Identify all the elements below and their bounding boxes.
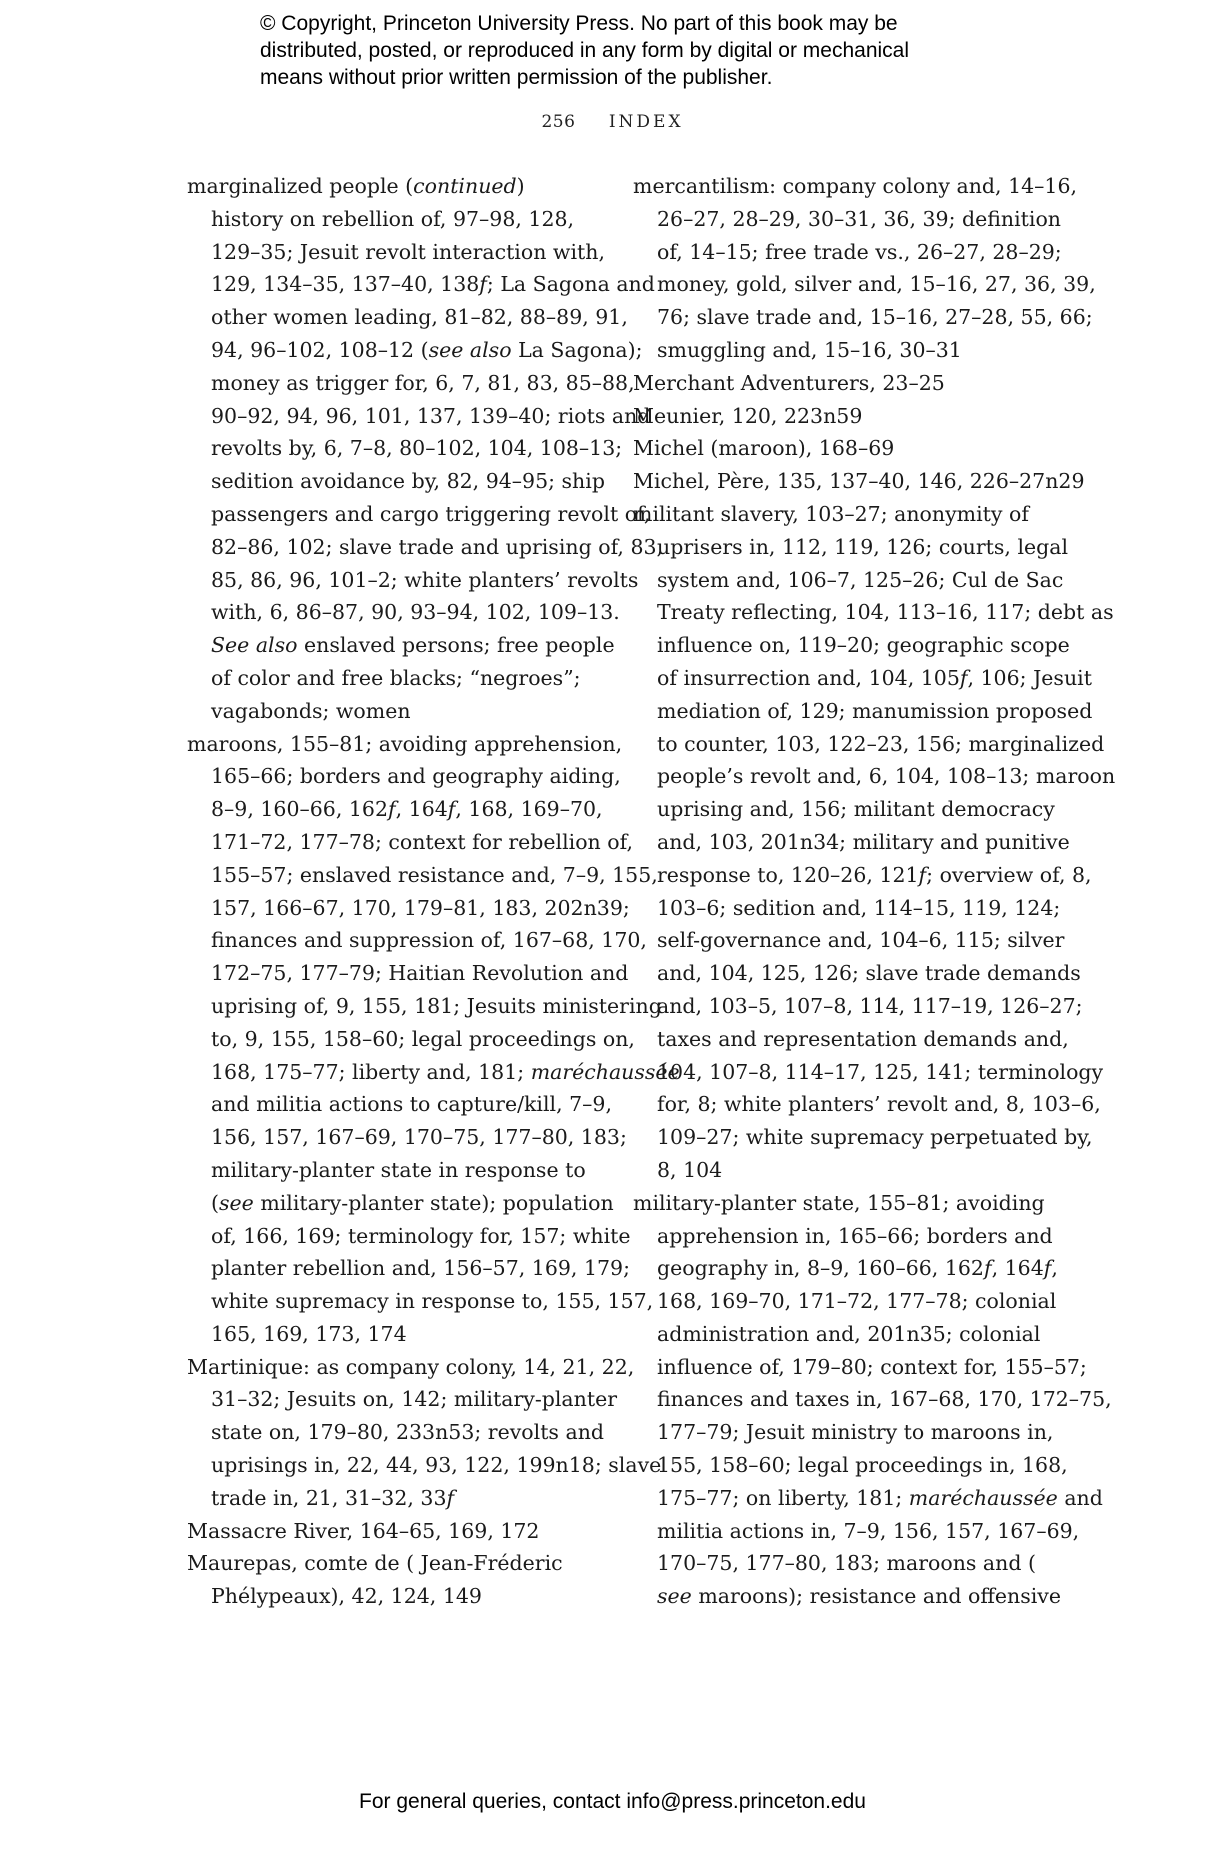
index-entry-line: self-governance and, 104–6, 115; silver	[657, 928, 1065, 953]
index-entry	[187, 1515, 607, 1548]
index-entry-line: 104, 107–8, 114–17, 125, 141; terminology	[657, 1059, 1104, 1084]
index-entry-line: of color and free blacks; “negroes”;	[211, 665, 581, 690]
section-title: INDEX	[608, 112, 684, 132]
index-entry-line: 155–57; enslaved resistance and, 7–9, 155,	[211, 862, 658, 887]
index-entry-line: passengers and cargo triggering revolt of,	[211, 501, 651, 526]
index-entry-line: see maroons); resistance and offensive	[657, 1584, 1062, 1609]
index-entry-line: for, 8; white planters’ revolt and, 8, 103–6,	[657, 1092, 1101, 1117]
index-entry-line: response to, 120–26, 121f; overview of, 8,	[657, 862, 1092, 887]
index-entry-line: 8, 104	[657, 1157, 723, 1182]
index-entry-line: 177–79; Jesuit ministry to maroons in,	[657, 1420, 1054, 1445]
index-entry-line: sedition avoidance by, 82, 94–95; ship	[211, 469, 605, 494]
index-entry-line: 170–75, 177–80, 183; maroons and (	[657, 1551, 1036, 1576]
index-entry-line: money, gold, silver and, 15–16, 27, 36, 39,	[657, 272, 1096, 297]
index-entry-line: 31–32; Jesuits on, 142; military-planter	[211, 1387, 618, 1412]
index-entry-heading: Merchant Adventurers, 23–25	[633, 370, 945, 395]
index-entry	[187, 728, 680, 1351]
index-entry-line: with, 6, 86–87, 90, 93–94, 102, 109–13.	[211, 600, 620, 625]
running-head	[0, 112, 1225, 132]
index-entry-line: 165–66; borders and geography aiding,	[211, 764, 621, 789]
index-entry-line: other women leading, 81–82, 88–89, 91,	[211, 305, 628, 330]
index-entry-line: 85, 86, 96, 101–2; white planters’ revolts	[211, 567, 639, 592]
page-number: 256	[541, 112, 576, 132]
index-entry-line: taxes and representation demands and,	[657, 1026, 1069, 1051]
index-entry-line: 175–77; on liberty, 181; maréchaussée and	[657, 1485, 1103, 1510]
index-entry-line: 94, 96–102, 108–12 (see also La Sagona);	[211, 337, 643, 362]
index-entry-line: uprising of, 9, 155, 181; Jesuits ministering	[211, 993, 662, 1018]
index-entry-line: 168, 169–70, 171–72, 177–78; colonial	[657, 1289, 1057, 1314]
copyright-line: © Copyright, Princeton University Press. No part of this book may be	[260, 12, 898, 35]
index-entry-line: 8–9, 160–66, 162f, 164f, 168, 169–70,	[211, 797, 603, 822]
index-entry-line: 171–72, 177–78; context for rebellion of,	[211, 829, 633, 854]
index-entry-line: revolts by, 6, 7–8, 80–102, 104, 108–13;	[211, 436, 623, 461]
index-entry-line: apprehension in, 165–66; borders and	[657, 1223, 1053, 1248]
index-entry-heading: Massacre River, 164–65, 169, 172	[187, 1518, 540, 1543]
index-entry-line: Phélypeaux), 42, 124, 149	[211, 1584, 482, 1609]
index-entry-line: uprisers in, 112, 119, 126; courts, legal	[657, 534, 1069, 559]
index-entry-line: See also enslaved persons; free people	[211, 633, 615, 658]
index-entry	[633, 367, 1053, 400]
index-entry-line: state on, 179–80, 233n53; revolts and	[211, 1420, 605, 1445]
index-entry	[187, 170, 664, 728]
index-entry-line: to, 9, 155, 158–60; legal proceedings on,	[211, 1026, 635, 1051]
index-entry	[633, 1187, 1112, 1613]
index-entry-heading: maroons, 155–81; avoiding apprehension,	[187, 731, 623, 756]
index-entry	[187, 1547, 607, 1613]
index-entry-line: of, 166, 169; terminology for, 157; white	[211, 1223, 631, 1248]
index-entry-line: finances and suppression of, 167–68, 170,	[211, 928, 647, 953]
index-entry-line: (see military-planter state); population	[211, 1190, 614, 1215]
index-entry-line: mediation of, 129; manumission proposed	[657, 698, 1093, 723]
index-entry-heading: marginalized people (continued)	[187, 174, 525, 198]
index-entry-heading: Michel, Père, 135, 137–40, 146, 226–27n29	[633, 469, 1085, 494]
index-entry-line: money as trigger for, 6, 7, 81, 83, 85–88,	[211, 370, 635, 395]
index-entry-line: Treaty reflecting, 104, 113–16, 117; debt as	[657, 600, 1114, 625]
index-entry-line: of insurrection and, 104, 105f, 106; Jesuit	[657, 665, 1092, 690]
index-entry	[633, 465, 1085, 498]
copyright-notice	[260, 10, 1020, 91]
index-entry-line: uprisings in, 22, 44, 93, 122, 199n18; slave	[211, 1453, 662, 1478]
copyright-line: distributed, posted, or reproduced in any form by digital or mechanical	[260, 39, 910, 62]
index-entry-heading: mercantilism: company colony and, 14–16,	[633, 174, 1078, 198]
index-entry-line: and, 103–5, 107–8, 114, 117–19, 126–27;	[657, 993, 1083, 1018]
index-entry-line: 155, 158–60; legal proceedings in, 168,	[657, 1453, 1068, 1478]
index-entry-line: and, 103, 201n34; military and punitive	[657, 829, 1070, 854]
index-entry-line: and, 104, 125, 126; slave trade demands	[657, 961, 1081, 986]
index-entry-line: 26–27, 28–29, 30–31, 36, 39; definition	[657, 206, 1062, 231]
index-entry-line: 109–27; white supremacy perpetuated by,	[657, 1125, 1093, 1150]
index-entry-line: administration and, 201n35; colonial	[657, 1321, 1041, 1346]
index-entry-heading: Michel (maroon), 168–69	[633, 436, 895, 461]
index-entry-line: influence of, 179–80; context for, 155–57;	[657, 1354, 1087, 1379]
index-entry-line: and militia actions to capture/kill, 7–9,	[211, 1092, 612, 1117]
index-entry-line: 157, 166–67, 170, 179–81, 183, 202n39;	[211, 895, 630, 920]
index-column-left	[187, 170, 680, 1613]
index-entry-line: 103–6; sedition and, 114–15, 119, 124;	[657, 895, 1061, 920]
index-entry-line: system and, 106–7, 125–26; Cul de Sac	[657, 567, 1064, 592]
index-entry-line: militia actions in, 7–9, 156, 157, 167–69,	[657, 1518, 1080, 1543]
index-entry-heading: militant slavery, 103–27; anonymity of	[633, 501, 1029, 526]
index-entry-line: 156, 157, 167–69, 170–75, 177–80, 183;	[211, 1125, 627, 1150]
index-entry	[633, 498, 1116, 1187]
index-entry-line: uprising and, 156; militant democracy	[657, 797, 1055, 822]
index-entry	[633, 432, 1053, 465]
index-entry-line: white supremacy in response to, 155, 157,	[211, 1289, 654, 1314]
index-entry-line: influence on, 119–20; geographic scope	[657, 633, 1070, 658]
index-entry-line: 90–92, 94, 96, 101, 137, 139–40; riots and	[211, 403, 651, 428]
index-entry-line: smuggling and, 15–16, 30–31	[657, 337, 962, 362]
index-entry-line: planter rebellion and, 156–57, 169, 179;	[211, 1256, 630, 1281]
index-entry-line: 172–75, 177–79; Haitian Revolution and	[211, 961, 629, 986]
index-entry-heading: military-planter state, 155–81; avoiding	[633, 1190, 1045, 1215]
index-entry-line: 168, 175–77; liberty and, 181; maréchaussée	[211, 1059, 680, 1084]
index-entry-line: 129, 134–35, 137–40, 138f; La Sagona and	[211, 272, 655, 297]
index-entry-line: 165, 169, 173, 174	[211, 1321, 407, 1346]
index-entry-line: of, 14–15; free trade vs., 26–27, 28–29;	[657, 239, 1062, 264]
index-entry-line: to counter, 103, 122–23, 156; marginalized	[657, 731, 1105, 756]
index-entry-line: vagabonds; women	[211, 698, 411, 723]
index-entry-line: 129–35; Jesuit revolt interaction with,	[211, 239, 605, 264]
index-entry-line: finances and taxes in, 167–68, 170, 172–75,	[657, 1387, 1112, 1412]
index-entry-line: people’s revolt and, 6, 104, 108–13; maroon	[657, 764, 1116, 789]
index-entry	[187, 1351, 662, 1515]
index-entry-heading: Martinique: as company colony, 14, 21, 22,	[187, 1354, 635, 1379]
index-column-right	[633, 170, 1116, 1613]
footer-contact: For general queries, contact info@press.princeton.edu	[359, 1790, 866, 1813]
copyright-line: means without prior written permission of the publisher.	[260, 66, 773, 89]
index-entry-line: geography in, 8–9, 160–66, 162f, 164f,	[657, 1256, 1058, 1281]
index-entry-heading: Meunier, 120, 223n59	[633, 403, 863, 428]
index-entry-line: trade in, 21, 31–32, 33f	[211, 1485, 455, 1510]
index-entry-line: military-planter state in response to	[211, 1157, 586, 1182]
index-entry-heading: Maurepas, comte de ( Jean-Fréderic	[187, 1551, 563, 1576]
index-entry-line: 76; slave trade and, 15–16, 27–28, 55, 66;	[657, 305, 1093, 330]
index-entry-line: history on rebellion of, 97–98, 128,	[211, 206, 575, 231]
index-entry-line: 82–86, 102; slave trade and uprising of, 83,	[211, 534, 664, 559]
index-entry	[633, 170, 1096, 367]
index-entry	[633, 400, 1053, 433]
